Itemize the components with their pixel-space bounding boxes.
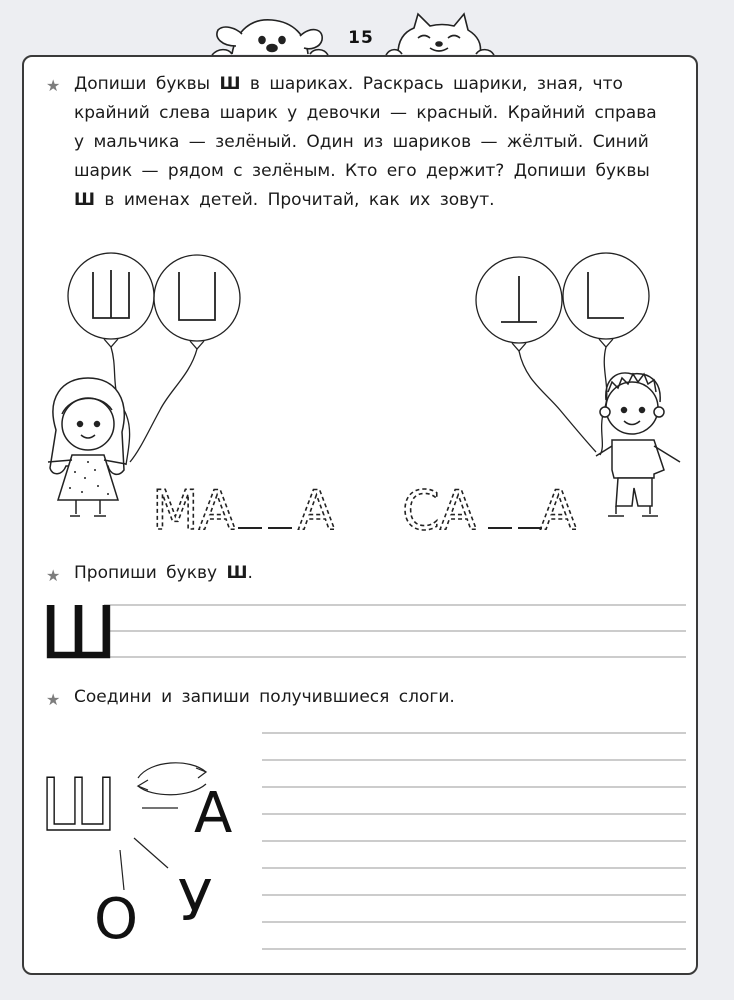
- name-boy-suffix: А: [540, 479, 577, 542]
- name-boy-prefix: СА: [402, 479, 477, 542]
- vowel-u: У: [178, 869, 213, 934]
- connector-arc-top: [138, 763, 206, 778]
- connector-line: [120, 850, 124, 890]
- star-icon: ★: [46, 566, 61, 585]
- vowel-o: О: [94, 887, 139, 952]
- connector-line: [134, 838, 168, 868]
- name-girl-prefix: МА: [152, 479, 236, 542]
- task2-instruction: Пропиши букву Ш.: [74, 563, 253, 583]
- connector-arrow-right: [196, 768, 206, 778]
- connector-arrow-left: [138, 780, 148, 790]
- task1-instruction: Допиши буквы Ш в шариках. Раскрась шарики, зная, что крайний слева шарик у девочки — красный. Крайний справа у мальчика — зелёный. Один из шариков — жёлтый. Синий шарик — рядом с зелёным. Кто его держит? Допиши буквы Ш в именах детей. Прочитай, как их зовут.: [74, 74, 657, 210]
- name-girl-suffix: А: [298, 479, 335, 542]
- star-icon: ★: [46, 690, 61, 709]
- page-number: 15: [348, 28, 374, 48]
- syllable-consonant-sh: Ш: [40, 763, 117, 847]
- sample-letter-sh: Ш: [40, 591, 117, 675]
- star-icon: ★: [46, 76, 61, 95]
- task3-instruction: Соедини и запиши получившиеся слоги.: [74, 687, 455, 707]
- vowel-a: А: [194, 781, 233, 846]
